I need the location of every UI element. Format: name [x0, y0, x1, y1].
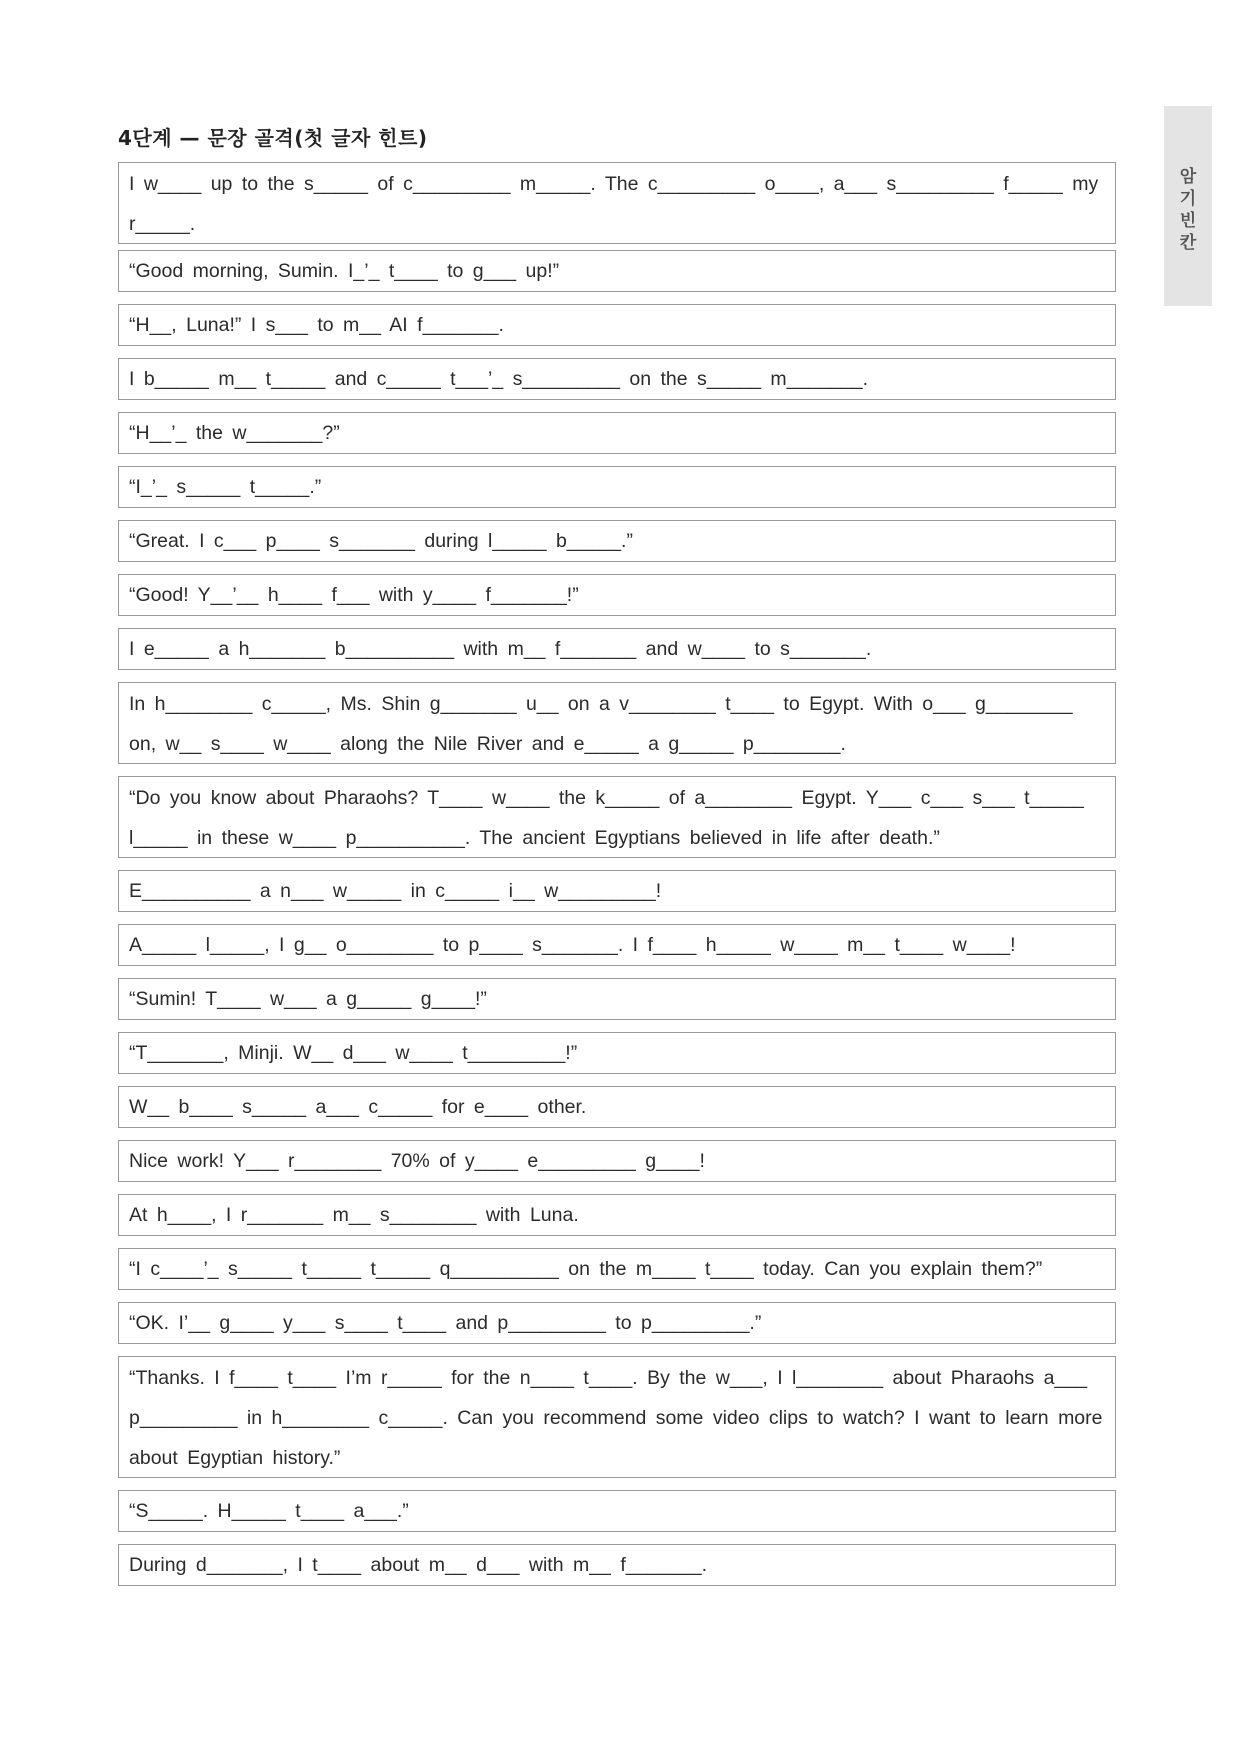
sentence-text: “S_____. H_____ t____ a___.” [129, 1500, 409, 1522]
sentence-box [118, 978, 1116, 1020]
sentence-box [118, 776, 1116, 858]
sentence-box [118, 1544, 1116, 1586]
sentence-box [118, 628, 1116, 670]
sentence-box [118, 870, 1116, 912]
side-tab-label: 암기빈칸 [1179, 167, 1197, 253]
sentence-text: “Great. I c___ p____ s_______ during l_____ b_____.” [129, 530, 633, 552]
sentence-text: I w____ up to the s_____ of c_________ m_____. The c_________ o____, a___ s_________ f_____ my r_____. [129, 173, 1108, 235]
sentence-text: “T_______, Minji. W__ d___ w____ t_________!” [129, 1042, 578, 1064]
sentence-text: Nice work! Y___ r________ 70% of y____ e_________ g____! [129, 1150, 705, 1172]
sentence-text: “Do you know about Pharaohs? T____ w____ the k_____ of a________ Egypt. Y___ c___ s___ t_____ l_____ in these w____ p__________. The ancient Egyptians believed in life after death.” [129, 787, 1094, 849]
sentence-box [118, 1248, 1116, 1290]
sentence-box [118, 1302, 1116, 1344]
sentence-text: “I_’_ s_____ t_____.” [129, 476, 322, 498]
sentence-box [118, 250, 1116, 292]
sentence-text: “Good morning, Sumin. I_’_ t____ to g___ up!” [129, 260, 560, 282]
sentence-text: A_____ l_____, I g__ o________ to p____ s_______. I f____ h_____ w____ m__ t____ w____! [129, 934, 1016, 956]
sentence-box [118, 1086, 1116, 1128]
sentence-text: “H__, Luna!” I s___ to m__ AI f_______. [129, 314, 504, 336]
sentence-text: I b_____ m__ t_____ and c_____ t___’_ s_________ on the s_____ m_______. [129, 368, 869, 390]
sentence-box [118, 1356, 1116, 1478]
sentence-box [118, 466, 1116, 508]
sentence-text: “Sumin! T____ w___ a g_____ g____!” [129, 988, 487, 1010]
sentence-text: “H__’_ the w_______?” [129, 422, 340, 444]
sentence-text: “Good! Y__’__ h____ f___ with y____ f_______!” [129, 584, 579, 606]
sentence-text: “Thanks. I f____ t____ I’m r_____ for the n____ t____. By the w___, I l________ about Pharaohs a___ p_________ in h________ c_____. Can you recommend some video clips to watch? I want to learn more about Egyptian history.” [129, 1367, 1112, 1469]
side-tab[interactable] [1164, 106, 1212, 306]
sentence-box [118, 682, 1116, 764]
sentence-text: W__ b____ s_____ a___ c_____ for e____ other. [129, 1096, 587, 1118]
sentence-box [118, 574, 1116, 616]
sentence-text: I e_____ a h_______ b__________ with m__ f_______ and w____ to s_______. [129, 638, 872, 660]
sentence-box [118, 1490, 1116, 1532]
sentence-text: “OK. I’__ g____ y___ s____ t____ and p_________ to p_________.” [129, 1312, 762, 1334]
sentence-box [118, 1032, 1116, 1074]
section-heading: 4단계 — 문장 골격(첫 글자 힌트) [118, 126, 428, 150]
sentence-box [118, 412, 1116, 454]
sentence-box [118, 304, 1116, 346]
sentence-box [118, 1140, 1116, 1182]
sentence-text: E__________ a n___ w_____ in c_____ i__ w_________! [129, 880, 662, 902]
sentence-text: In h________ c_____, Ms. Shin g_______ u__ on a v________ t____ to Egypt. With o___ g________ on, w__ s____ w____ along the Nile River and e_____ a g_____ p________. [129, 693, 1083, 755]
sentence-box [118, 162, 1116, 244]
sentence-box [118, 358, 1116, 400]
sentence-box [118, 924, 1116, 966]
sentence-text: “I c____’_ s_____ t_____ t_____ q__________ on the m____ t____ today. Can you explain them?” [129, 1258, 1043, 1280]
sentence-box [118, 520, 1116, 562]
sentence-box [118, 1194, 1116, 1236]
sentence-text: During d_______, I t____ about m__ d___ with m__ f_______. [129, 1554, 708, 1576]
sentence-text: At h____, I r_______ m__ s________ with Luna. [129, 1204, 579, 1226]
